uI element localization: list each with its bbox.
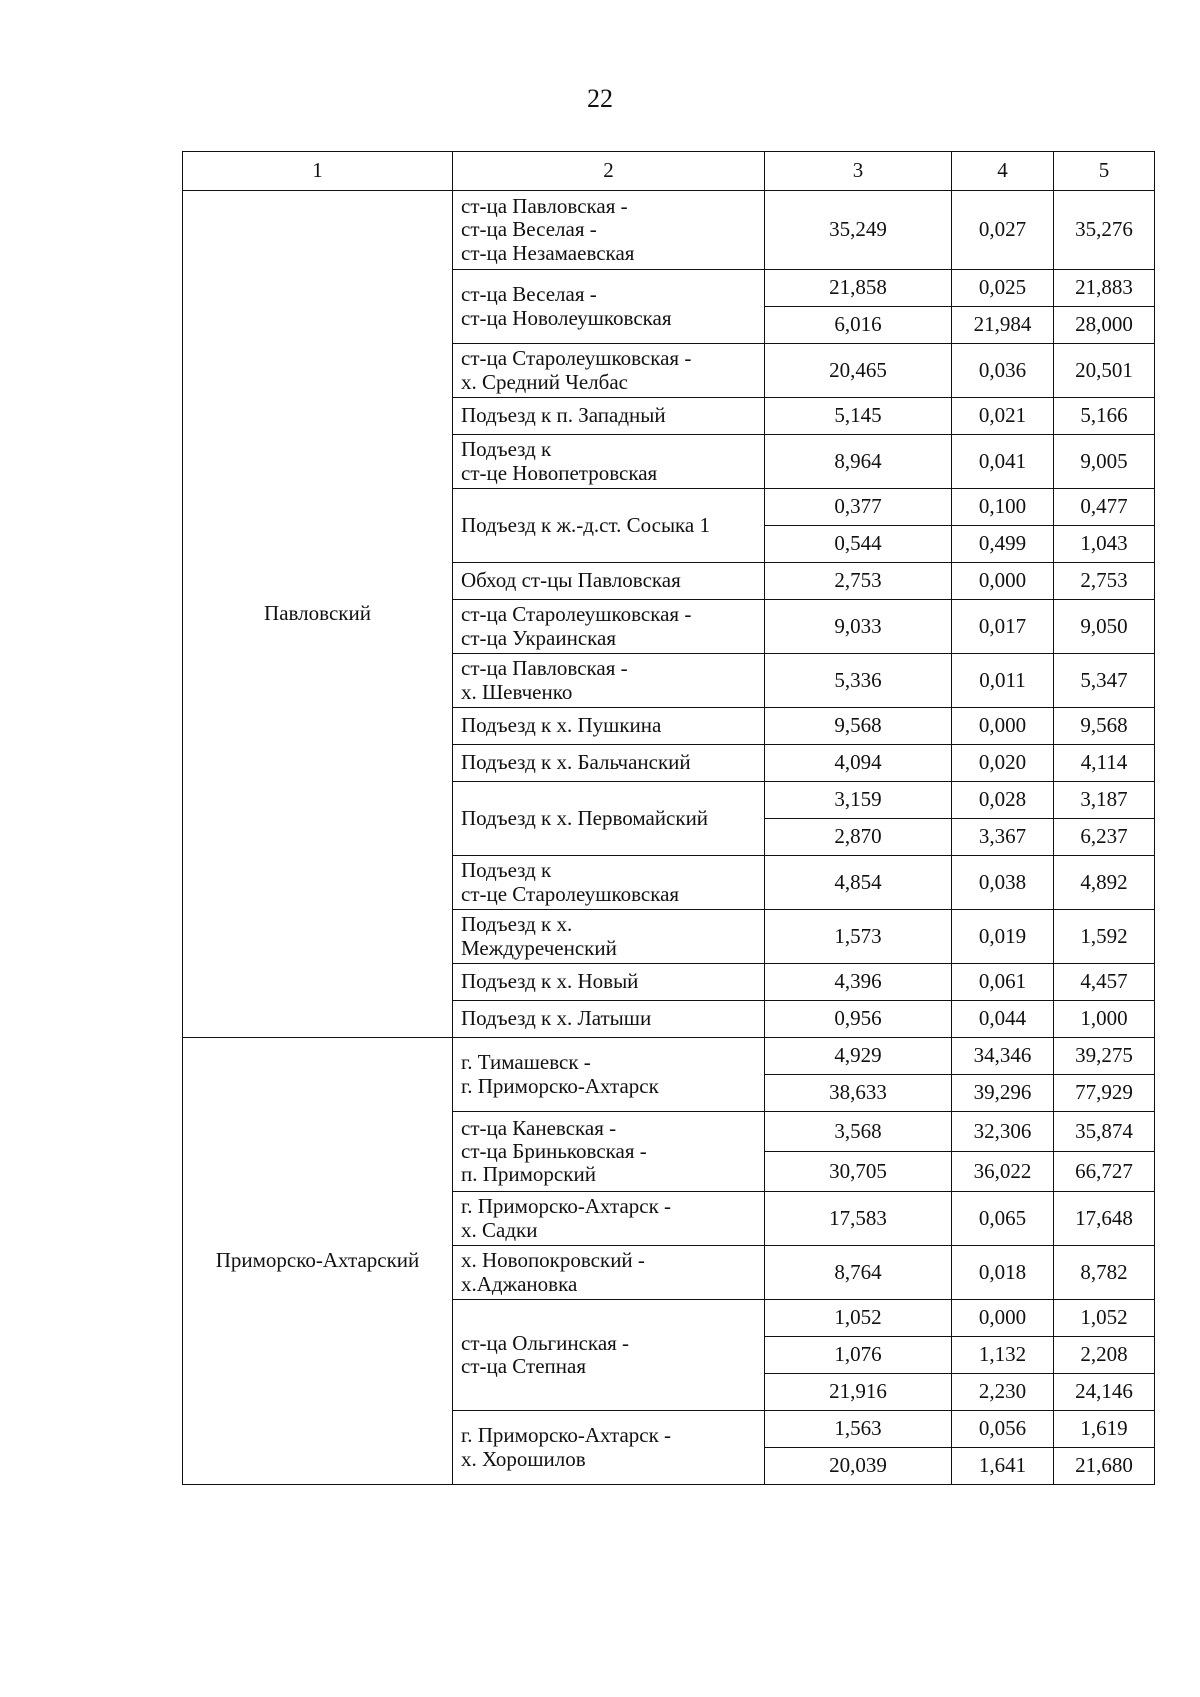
value-col-4: 0,000	[952, 1300, 1054, 1337]
value-col-4: 0,100	[952, 489, 1054, 526]
value-col-3: 2,753	[765, 563, 952, 600]
table-header	[183, 152, 1155, 191]
value-col-3: 4,854	[765, 856, 952, 910]
value-col-3: 2,870	[765, 819, 952, 856]
roads-table	[182, 151, 1155, 1485]
value-col-4: 2,230	[952, 1374, 1054, 1411]
table-row	[183, 1038, 1155, 1075]
road-name: Подъезд к х. Междуреченский	[453, 910, 765, 964]
value-col-4: 0,000	[952, 708, 1054, 745]
value-col-3: 8,964	[765, 435, 952, 489]
value-col-4: 0,044	[952, 1001, 1054, 1038]
road-name: Обход ст-цы Павловская	[453, 563, 765, 600]
value-col-5: 28,000	[1054, 307, 1155, 344]
value-col-3: 0,377	[765, 489, 952, 526]
value-col-5: 9,005	[1054, 435, 1155, 489]
value-col-4: 0,017	[952, 600, 1054, 654]
value-col-3: 17,583	[765, 1192, 952, 1246]
value-col-3: 5,145	[765, 398, 952, 435]
value-col-3: 3,159	[765, 782, 952, 819]
value-col-3: 35,249	[765, 191, 952, 270]
road-name: Подъезд к х. Латыши	[453, 1001, 765, 1038]
value-col-3: 1,573	[765, 910, 952, 964]
road-name: х. Новопокровский - х.Аджановка	[453, 1246, 765, 1300]
road-name: г. Тимашевск - г. Приморско-Ахтарск	[453, 1038, 765, 1112]
value-col-5: 4,114	[1054, 745, 1155, 782]
table-body	[183, 191, 1155, 1485]
value-col-5: 2,208	[1054, 1337, 1155, 1374]
column-header-5: 5	[1054, 152, 1155, 191]
value-col-5: 9,568	[1054, 708, 1155, 745]
value-col-4: 0,018	[952, 1246, 1054, 1300]
value-col-5: 1,000	[1054, 1001, 1155, 1038]
value-col-5: 1,043	[1054, 526, 1155, 563]
value-col-5: 0,477	[1054, 489, 1155, 526]
value-col-5: 20,501	[1054, 344, 1155, 398]
value-col-5: 35,276	[1054, 191, 1155, 270]
road-name: ст-ца Ольгинская - ст-ца Степная	[453, 1300, 765, 1411]
value-col-3: 5,336	[765, 654, 952, 708]
column-header-4: 4	[952, 152, 1054, 191]
road-name: ст-ца Старолеушковская - ст-ца Украинская	[453, 600, 765, 654]
value-col-4: 0,056	[952, 1411, 1054, 1448]
value-col-3: 1,563	[765, 1411, 952, 1448]
value-col-3: 6,016	[765, 307, 952, 344]
value-col-4: 0,038	[952, 856, 1054, 910]
road-name: ст-ца Старолеушковская - х. Средний Челбас	[453, 344, 765, 398]
value-col-4: 0,019	[952, 910, 1054, 964]
road-name: ст-ца Веселая - ст-ца Новолеушковская	[453, 270, 765, 344]
value-col-3: 20,465	[765, 344, 952, 398]
value-col-4: 0,000	[952, 563, 1054, 600]
road-name: Подъезд к х. Новый	[453, 964, 765, 1001]
road-name: ст-ца Павловская - ст-ца Веселая - ст-ца Незамаевская	[453, 191, 765, 270]
value-col-5: 8,782	[1054, 1246, 1155, 1300]
value-col-3: 20,039	[765, 1448, 952, 1485]
value-col-4: 0,025	[952, 270, 1054, 307]
value-col-4: 39,296	[952, 1075, 1054, 1112]
column-header-3: 3	[765, 152, 952, 191]
page-number: 22	[587, 84, 613, 113]
value-col-4: 0,061	[952, 964, 1054, 1001]
value-col-3: 0,544	[765, 526, 952, 563]
road-name: Подъезд к ст-це Новопетровская	[453, 435, 765, 489]
value-col-4: 0,499	[952, 526, 1054, 563]
value-col-4: 0,011	[952, 654, 1054, 708]
value-col-4: 1,132	[952, 1337, 1054, 1374]
road-name: ст-ца Каневская - ст-ца Бриньковская - п. Приморский	[453, 1112, 765, 1192]
value-col-4: 34,346	[952, 1038, 1054, 1075]
value-col-3: 4,929	[765, 1038, 952, 1075]
road-name: Подъезд к ж.-д.ст. Сосыка 1	[453, 489, 765, 563]
value-col-5: 21,883	[1054, 270, 1155, 307]
value-col-4: 0,041	[952, 435, 1054, 489]
value-col-5: 4,892	[1054, 856, 1155, 910]
value-col-5: 3,187	[1054, 782, 1155, 819]
value-col-3: 1,052	[765, 1300, 952, 1337]
value-col-5: 21,680	[1054, 1448, 1155, 1485]
column-header-2: 2	[453, 152, 765, 191]
value-col-5: 1,592	[1054, 910, 1155, 964]
value-col-3: 9,568	[765, 708, 952, 745]
value-col-5: 1,052	[1054, 1300, 1155, 1337]
value-col-3: 21,916	[765, 1374, 952, 1411]
value-col-4: 1,641	[952, 1448, 1054, 1485]
value-col-4: 36,022	[952, 1152, 1054, 1192]
value-col-4: 0,036	[952, 344, 1054, 398]
road-name: г. Приморско-Ахтарск - х. Садки	[453, 1192, 765, 1246]
value-col-3: 38,633	[765, 1075, 952, 1112]
value-col-5: 1,619	[1054, 1411, 1155, 1448]
value-col-4: 0,065	[952, 1192, 1054, 1246]
value-col-5: 5,166	[1054, 398, 1155, 435]
value-col-4: 0,027	[952, 191, 1054, 270]
value-col-5: 77,929	[1054, 1075, 1155, 1112]
value-col-4: 32,306	[952, 1112, 1054, 1152]
value-col-3: 4,094	[765, 745, 952, 782]
value-col-5: 4,457	[1054, 964, 1155, 1001]
road-name: Подъезд к п. Западный	[453, 398, 765, 435]
value-col-5: 17,648	[1054, 1192, 1155, 1246]
value-col-3: 30,705	[765, 1152, 952, 1192]
value-col-5: 39,275	[1054, 1038, 1155, 1075]
value-col-5: 2,753	[1054, 563, 1155, 600]
table-row	[183, 191, 1155, 270]
value-col-4: 0,021	[952, 398, 1054, 435]
road-name: Подъезд к ст-це Старолеушковская	[453, 856, 765, 910]
value-col-4: 0,028	[952, 782, 1054, 819]
value-col-3: 1,076	[765, 1337, 952, 1374]
header-row	[183, 152, 1155, 191]
value-col-3: 9,033	[765, 600, 952, 654]
value-col-3: 4,396	[765, 964, 952, 1001]
value-col-4: 0,020	[952, 745, 1054, 782]
value-col-5: 66,727	[1054, 1152, 1155, 1192]
road-name: ст-ца Павловская - х. Шевченко	[453, 654, 765, 708]
value-col-3: 21,858	[765, 270, 952, 307]
road-name: Подъезд к х. Бальчанский	[453, 745, 765, 782]
value-col-3: 3,568	[765, 1112, 952, 1152]
value-col-3: 8,764	[765, 1246, 952, 1300]
road-name: Подъезд к х. Пушкина	[453, 708, 765, 745]
value-col-3: 0,956	[765, 1001, 952, 1038]
district-name: Приморско-Ахтарский	[183, 1038, 453, 1485]
value-col-5: 6,237	[1054, 819, 1155, 856]
value-col-4: 21,984	[952, 307, 1054, 344]
value-col-4: 3,367	[952, 819, 1054, 856]
value-col-5: 5,347	[1054, 654, 1155, 708]
value-col-5: 9,050	[1054, 600, 1155, 654]
district-name: Павловский	[183, 191, 453, 1038]
road-name: Подъезд к х. Первомайский	[453, 782, 765, 856]
value-col-5: 35,874	[1054, 1112, 1155, 1152]
value-col-5: 24,146	[1054, 1374, 1155, 1411]
road-name: г. Приморско-Ахтарск - х. Хорошилов	[453, 1411, 765, 1485]
column-header-1: 1	[183, 152, 453, 191]
